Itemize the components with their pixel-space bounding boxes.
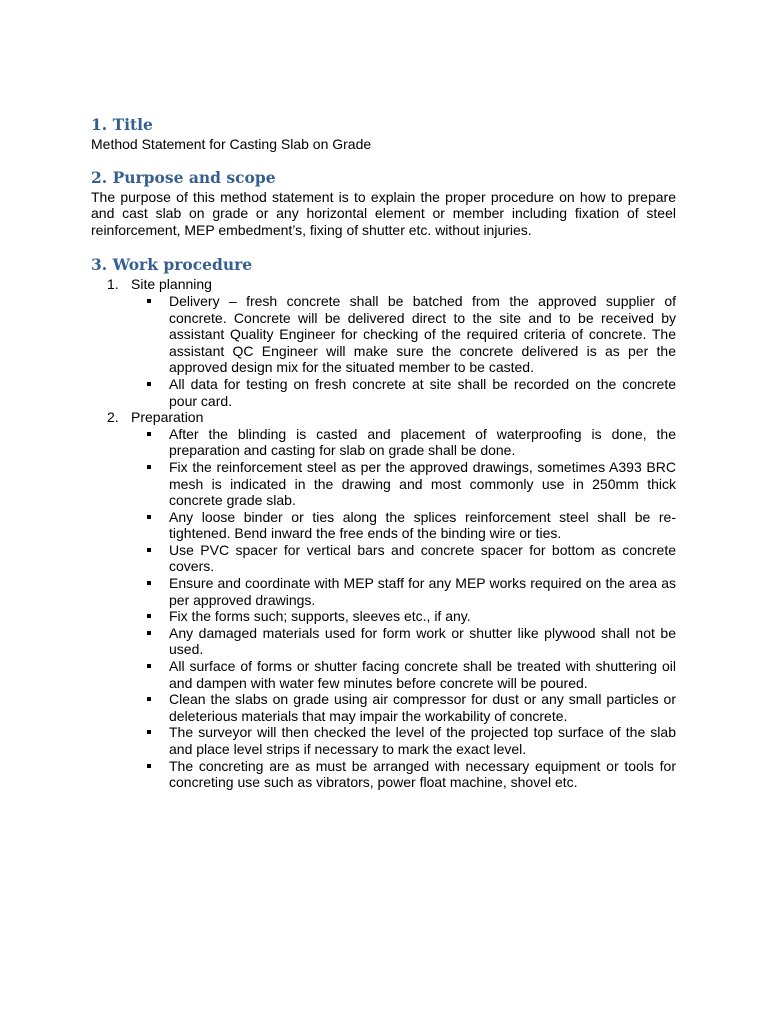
step-number: 1. bbox=[107, 276, 119, 293]
list-item bbox=[132, 625, 676, 658]
bullet-icon bbox=[147, 299, 151, 303]
list-item-text: Delivery – fresh concrete shall be batched from the approved supplier of concrete. Concrete will be delivered direct to the site and to be received by assistant Quality Engineer for checking of the required criteria of concrete. The assistant QC Engineer will make sure the concrete delivered is as per the approved design mix for the situated member to be casted. bbox=[169, 292, 676, 376]
bullet-icon bbox=[147, 548, 151, 552]
step-bullets bbox=[131, 293, 676, 409]
section-heading-title: 1. Title bbox=[91, 115, 153, 134]
list-item-text: Ensure and coordinate with MEP staff for any MEP works required on the area as per approved drawings. bbox=[169, 575, 676, 608]
list-item bbox=[132, 293, 676, 376]
list-item bbox=[132, 608, 676, 625]
purpose-text: The purpose of this method statement is to explain the proper procedure on how to prepare and cast slab on grade or any horizontal element or member including fixation of steel reinforcement, MEP embedment’s, fixing of shutter etc. without injuries. bbox=[91, 188, 676, 238]
list-item bbox=[132, 575, 676, 608]
list-item bbox=[132, 758, 676, 791]
bullet-icon bbox=[147, 515, 151, 519]
step-bullets bbox=[131, 426, 676, 791]
bullet-icon bbox=[147, 614, 151, 618]
bullet-icon bbox=[147, 664, 151, 668]
list-item-text: Any damaged materials used for form work or shutter like plywood shall not be used. bbox=[169, 624, 676, 658]
list-item bbox=[132, 658, 676, 691]
bullet-icon bbox=[147, 465, 151, 469]
list-item-text: Fix the reinforcement steel as per the approved drawings, sometimes A393 BRC mesh is indicated in the drawing and most commonly use in 250mm thick concrete grade slab. bbox=[169, 458, 676, 509]
step-preparation bbox=[91, 409, 676, 791]
list-item bbox=[132, 542, 676, 575]
document-page bbox=[91, 114, 676, 791]
list-item-text: The surveyor will then checked the level of the projected top surface of the slab and place level strips if necessary to mark the exact level. bbox=[169, 724, 676, 757]
bullet-icon bbox=[147, 697, 151, 701]
step-number: 2. bbox=[107, 409, 119, 426]
list-item-text: All surface of forms or shutter facing concrete shall be treated with shuttering oil and dampen with water few minutes before concrete will be poured. bbox=[169, 658, 676, 691]
list-item-text: Use PVC spacer for vertical bars and concrete spacer for bottom as concrete covers. bbox=[169, 541, 676, 575]
list-item-text: All data for testing on fresh concrete at site shall be recorded on the concrete pour card. bbox=[169, 375, 676, 409]
list-item bbox=[132, 426, 676, 459]
step-title: Site planning bbox=[131, 276, 212, 293]
list-item bbox=[132, 691, 676, 724]
title-text: Method Statement for Casting Slab on Grade bbox=[91, 136, 372, 152]
list-item-text: Clean the slabs on grade using air compressor for dust or any small particles or deleterious materials that may impair the workability of concrete. bbox=[169, 691, 676, 724]
section-heading-work-procedure: 3. Work procedure bbox=[91, 255, 253, 275]
list-item bbox=[132, 376, 676, 409]
list-item-text: The concreting are as must be arranged with necessary equipment or tools for concreting use such as vibrators, power float machine, shovel etc. bbox=[169, 757, 676, 791]
step-title: Preparation bbox=[131, 409, 204, 426]
bullet-icon bbox=[147, 382, 151, 386]
bullet-icon bbox=[147, 581, 151, 585]
list-item bbox=[132, 509, 676, 542]
section-heading-purpose: 2. Purpose and scope bbox=[91, 167, 276, 187]
list-item-text: After the blinding is casted and placement of waterproofing is done, the preparation and casting for slab on grade shall be done. bbox=[169, 425, 676, 459]
bullet-icon bbox=[147, 764, 151, 768]
bullet-icon bbox=[147, 432, 151, 436]
bullet-icon bbox=[147, 730, 151, 734]
step-site-planning bbox=[91, 276, 676, 409]
bullet-icon bbox=[147, 631, 151, 635]
list-item-text: Any loose binder or ties along the splices reinforcement steel shall be re-tightened. Bend inward the free ends of the binding wire or ties. bbox=[169, 508, 676, 542]
list-item-text: Fix the forms such; supports, sleeves etc., if any. bbox=[169, 608, 471, 625]
list-item bbox=[132, 724, 676, 757]
work-procedure-steps bbox=[91, 276, 676, 790]
list-item bbox=[132, 459, 676, 509]
